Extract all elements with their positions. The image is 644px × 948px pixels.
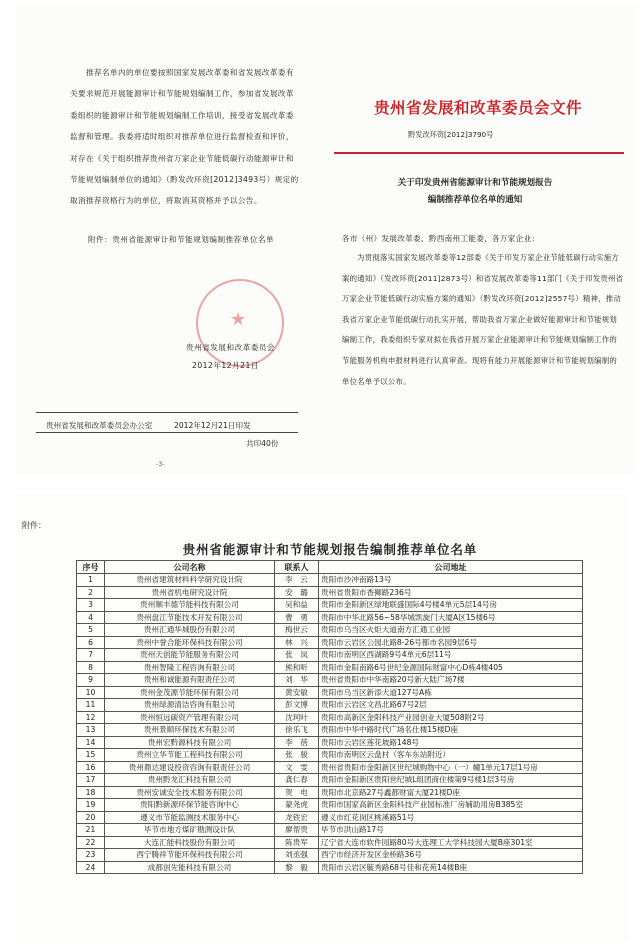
- contact-person: 曹 勇: [275, 611, 319, 624]
- row-number: 11: [77, 699, 105, 712]
- table-row: [77, 724, 583, 737]
- company-name: 贵州立华节能工程科技有限公司: [105, 749, 275, 762]
- left-page-body: 推荐名单内的单位要按照国家发展改革委和省发展改革委有关要求规范开展能源审计和节能规划编制工作，参加省发展改革委组织的能源审计和节能规划编制工作培训，接受省发展改革委监督和管理。我委将适时组织对推荐单位进行监督检查和评价，对存在《关于组织推荐贵州省万家企业节能低碳行动能源审计和节能规划编制单位的通知》（黔发改环资[2012]3493号）规定的取消推荐资格行为的单位，将取消其资格并予以公告。: [70, 68, 299, 206]
- company-address: 贵阳市云岩区文昌北路67号2层: [319, 699, 583, 712]
- contact-person: 彭文博: [275, 699, 319, 712]
- table-row: [77, 799, 583, 812]
- company-name: 贵州中誉合能环保科技有限公司: [105, 636, 275, 649]
- footer-rule-bottom: [36, 432, 298, 433]
- table-row: [77, 574, 583, 587]
- company-name: 贵州天创能节能服务有限公司: [105, 649, 275, 662]
- row-number: 21: [77, 824, 105, 837]
- left-page-signature: 贵州省发展和改革委员会: [186, 343, 276, 352]
- contact-person: 林 兴: [275, 636, 319, 649]
- company-name: 贵阳黔新源环保节能咨询中心: [105, 799, 275, 812]
- row-number: 14: [77, 736, 105, 749]
- table-row: [77, 624, 583, 637]
- company-name: 西宁腾祥节能环保科技有限公司: [105, 849, 275, 862]
- company-address: 贵阳市云岩区莲花坡路148号: [319, 736, 583, 749]
- table-row: [77, 686, 583, 699]
- contact-person: 安 璐: [275, 586, 319, 599]
- table-row: [77, 611, 583, 624]
- table-row: [77, 649, 583, 662]
- table-header-row: [77, 561, 583, 574]
- row-number: 17: [77, 774, 105, 787]
- company-address: 贵阳市乌当区新添大道127号A栋: [319, 686, 583, 699]
- company-name: 大连汇能科技股份有限公司: [105, 836, 275, 849]
- company-address: 贵州省贵阳市中华南路20号新大陆广场7楼: [319, 674, 583, 687]
- contact-person: 黄安敏: [275, 686, 319, 699]
- row-number: 20: [77, 811, 105, 824]
- contact-person: 徐乐飞: [275, 724, 319, 737]
- table-row: [77, 761, 583, 774]
- page-number: -3-: [156, 460, 165, 468]
- company-name: 贵州省建筑材料科学研究设计院: [105, 574, 275, 587]
- contact-person: 陈贵军: [275, 836, 319, 849]
- contact-person: 贺 电: [275, 786, 319, 799]
- row-number: 15: [77, 749, 105, 762]
- company-name: 贵州绿源清洁咨询有限公司: [105, 699, 275, 712]
- table-row: [77, 749, 583, 762]
- company-address: 贵阳市中华中路时代广场名仕楼15楼D座: [319, 724, 583, 737]
- contact-person: 梅世云: [275, 624, 319, 637]
- table-row: [77, 736, 583, 749]
- table-row: [77, 861, 583, 874]
- notice-title-line1: 关于印发贵州省能源审计和节能规划报告: [397, 178, 553, 188]
- row-number: 3: [77, 599, 105, 612]
- company-name: 贵州汇通华城股份有限公司: [105, 624, 275, 637]
- company-address: 辽宁省大连市软件园路80号大连理工大学科技园大厦B座301室: [319, 836, 583, 849]
- row-number: 7: [77, 649, 105, 662]
- company-address: 贵阳市乌当区火炬大道南方汇通工业园: [319, 624, 583, 637]
- contact-person: 黎 毅: [275, 861, 319, 874]
- company-name: 成都创先能科技有限公司: [105, 861, 275, 874]
- company-address: 贵阳市北京路27号鑫都财富大厦21楼D座: [319, 786, 583, 799]
- company-name: 贵州鼎达建设投资咨询有限责任公司: [105, 761, 275, 774]
- left-page-date: 2012年12月21日: [192, 361, 259, 370]
- company-name: 贵州恒远碳资产管理有限公司: [105, 711, 275, 724]
- table-row: [77, 824, 583, 837]
- column-header-company: 公司名称: [105, 561, 275, 574]
- row-number: 4: [77, 611, 105, 624]
- footer-print-date: 2012年12月21日印发: [174, 421, 251, 430]
- table-row: [77, 774, 583, 787]
- contact-person: 李 云: [275, 574, 319, 587]
- row-number: 22: [77, 836, 105, 849]
- table-row: [77, 711, 583, 724]
- company-address: 毕节市洪山路17号: [319, 824, 583, 837]
- row-number: 23: [77, 849, 105, 862]
- company-name: 贵州安诚安全技术服务有限公司: [105, 786, 275, 799]
- footer-copies: 共印40份: [246, 439, 279, 448]
- notice-body: 为贯彻落实国家发展改革委等12部委《关于印发万家企业节能低碳行动实施方案的通知》（发改环资[2011]2873号）和省发展改革委等11部门《关于印发贵州省万家企业节能低碳行动实施方案的通知》（黔发改环资[2012]2557号）精神，推动我省万家企业节能低碳行动扎实开展，帮助我省万家企业做好能源审计和节能规划编制工作，我委组织专家对拟在我省开展万家企业能源审计和节能规划编制工作的节能服务机构申报材料进行认真审查。现将有能力开展能源审计和节能规划编制的单位名单予以公布。: [342, 253, 624, 386]
- row-number: 19: [77, 799, 105, 812]
- notice-title-line2: 编制推荐单位名单的通知: [427, 195, 523, 205]
- left-page-attachment: 附件：贵州省能源审计和节能规划编制推荐单位名单: [88, 235, 275, 244]
- company-address: 贵阳市中华北路56~58华城凯旋门大厦A区15楼6号: [319, 611, 583, 624]
- company-name: 贵州顺丰德节能科技有限公司: [105, 599, 275, 612]
- company-address: 贵阳市金阳新区贵阳世纪城L组团商住楼第9号楼1层3号房: [319, 774, 583, 787]
- company-name: 贵州景顺环保技术有限公司: [105, 724, 275, 737]
- table-row: [77, 699, 583, 712]
- attachment-title: 贵州省能源审计和节能规划报告编制推荐单位名单: [182, 542, 478, 557]
- company-address: 贵阳市高新区金阳科技产业园创业大厦508附2号: [319, 711, 583, 724]
- row-number: 18: [77, 786, 105, 799]
- company-name: 遵义市节能监测技术服务中心: [105, 811, 275, 824]
- company-address: 贵阳市南明区云盘村（客车东站附近）: [319, 749, 583, 762]
- row-number: 1: [77, 574, 105, 587]
- contact-person: 刘丞强: [275, 849, 319, 862]
- contact-person: 刘 华: [275, 674, 319, 687]
- row-number: 10: [77, 686, 105, 699]
- official-seal-icon: [196, 279, 284, 367]
- company-name: 贵州金茂源节能环保有限公司: [105, 686, 275, 699]
- table-row: [77, 586, 583, 599]
- table-row: [77, 786, 583, 799]
- company-name: 贵州宏黔源科技有限公司: [105, 736, 275, 749]
- row-number: 6: [77, 636, 105, 649]
- contact-person: 吴和益: [275, 599, 319, 612]
- right-page: [312, 4, 638, 474]
- company-name: 贵州省机电研究设计院: [105, 586, 275, 599]
- table-row: [77, 836, 583, 849]
- notice-salutation: 各市（州）发展改革委、黔西南州工能委，各万家企业：: [342, 234, 540, 243]
- document-header-title: 贵州省发展和改革委员会文件: [373, 98, 582, 117]
- contact-person: 蒙尧虎: [275, 799, 319, 812]
- header-red-rule: [334, 152, 624, 154]
- company-address: 贵阳市国家高新区金阳科技产业园标准厂房辅助用房B385室: [319, 799, 583, 812]
- row-number: 5: [77, 624, 105, 637]
- footer-office: 贵州省发展和改革委员会办公室: [46, 421, 153, 430]
- company-address: 贵阳市金阳新区绿地联盛国际4号楼4单元5层14号房: [319, 599, 583, 612]
- company-address: 贵阳市南明区西湖路9号4单元6层11号: [319, 649, 583, 662]
- document-number: 黔发改环资[2012]3790号: [408, 130, 494, 139]
- contact-person: 张 骏: [275, 749, 319, 762]
- contact-person: 龙铁宏: [275, 811, 319, 824]
- table-row: [77, 849, 583, 862]
- attachment-label: 附件：: [22, 521, 46, 530]
- company-address: 贵阳市云岩区毓秀路68号佳和花苑14楼B座: [319, 861, 583, 874]
- row-number: 24: [77, 861, 105, 874]
- company-address: 贵州省贵阳市香狮路236号: [319, 586, 583, 599]
- row-number: 8: [77, 661, 105, 674]
- company-address: 贵阳市沙冲南路13号: [319, 574, 583, 587]
- table-row: [77, 661, 583, 674]
- contact-person: 李 蓓: [275, 736, 319, 749]
- row-number: 16: [77, 761, 105, 774]
- footer-rule-top: [36, 412, 298, 413]
- column-header-contact: 联系人: [275, 561, 319, 574]
- company-address: 贵州省贵阳市金阳新区世纪城购物中心（一）幢1单元17层1号房: [319, 761, 583, 774]
- recommended-units-table: [76, 560, 583, 874]
- company-name: 毕节市地方煤矿勘测设计队: [105, 824, 275, 837]
- contact-person: 沈珂叶: [275, 711, 319, 724]
- row-number: 12: [77, 711, 105, 724]
- company-address: 西宁市经济开发区金桥路36号: [319, 849, 583, 862]
- left-page: [16, 4, 312, 474]
- contact-person: 廖帮贵: [275, 824, 319, 837]
- column-header-address: 公司地址: [319, 561, 583, 574]
- table-row: [77, 599, 583, 612]
- row-number: 13: [77, 724, 105, 737]
- company-name: 贵州智隆工程咨询有限公司: [105, 661, 275, 674]
- company-name: 贵州黔龙汇科技有限公司: [105, 774, 275, 787]
- table-row: [77, 811, 583, 824]
- company-address: 贵阳市金阳南路6号世纪金源国际财富中心D栋4楼405: [319, 661, 583, 674]
- row-number: 9: [77, 674, 105, 687]
- company-name: 贵州盘江节能技术开发有限公司: [105, 611, 275, 624]
- column-header-number: 序号: [77, 561, 105, 574]
- table-row: [77, 674, 583, 687]
- table-row: [77, 636, 583, 649]
- table-body: [77, 574, 583, 874]
- contact-person: 熊和听: [275, 661, 319, 674]
- company-name: 贵州和诚能源有限责任公司: [105, 674, 275, 687]
- company-address: 遵义市红花岗区桃溪路51号: [319, 811, 583, 824]
- company-address: 贵阳市云岩区公园北路8-26号都市名园9层6号: [319, 636, 583, 649]
- contact-person: 龚仁春: [275, 774, 319, 787]
- contact-person: 张 岚: [275, 649, 319, 662]
- contact-person: 文 雯: [275, 761, 319, 774]
- row-number: 2: [77, 586, 105, 599]
